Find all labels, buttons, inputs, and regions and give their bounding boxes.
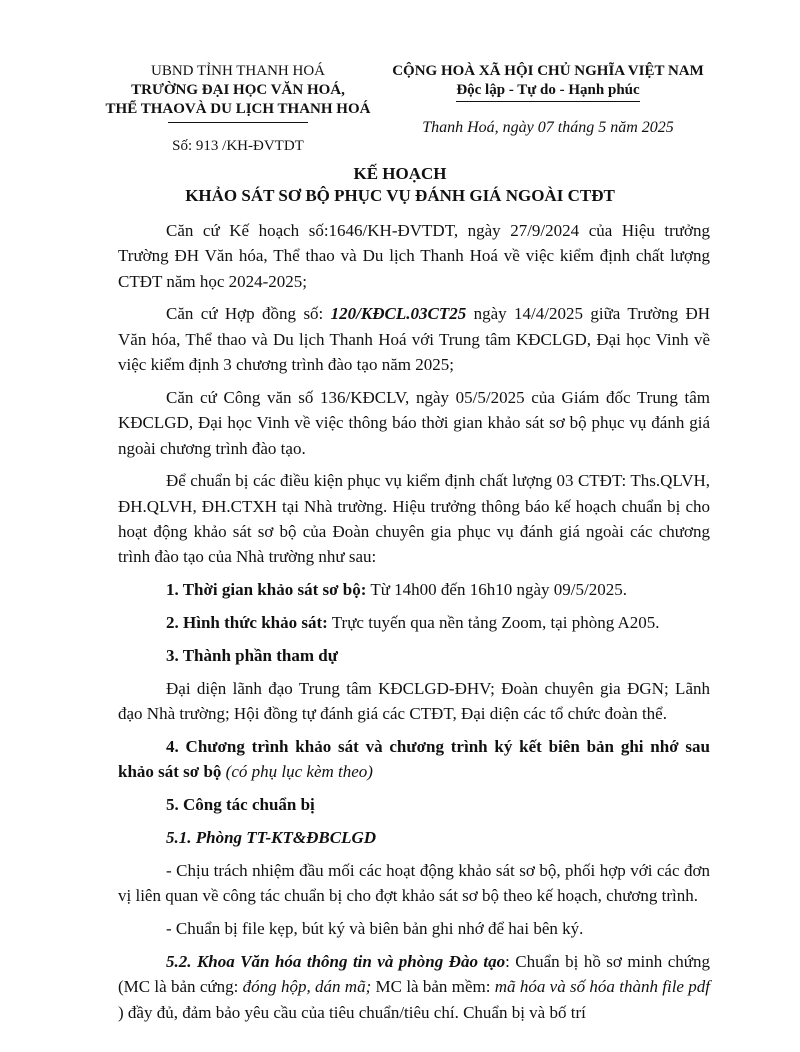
paragraph-basis-1: Căn cứ Kế hoạch số:1646/KH-ĐVTDT, ngày 27/9/2024 của Hiệu trưởng Trường ĐH Văn hóa, Thể thao và Du lịch Thanh Hoá về việc kiểm định chất lượng CTĐT năm học 2024-2025;: [118, 221, 710, 291]
text-span: MC là bản mềm:: [371, 977, 495, 997]
section-1: [118, 577, 710, 602]
paragraph-basis-2: [118, 301, 710, 377]
section-2-heading: 2. Hình thức khảo sát:: [166, 613, 328, 633]
text-span: ) đầy đủ, đảm bảo yêu cầu của tiêu chuẩn/tiêu chí. Chuẩn bị và bố trí: [118, 1002, 586, 1022]
issuing-agency-header: [88, 62, 388, 156]
section-4-heading: 4. Chương trình khảo sát và chương trình ký kết biên bản ghi nhớ sau khảo sát sơ bộ: [118, 737, 710, 782]
title-line2: KHẢO SÁT SƠ BỘ PHỤC VỤ ĐÁNH GIÁ NGOÀI CTĐT: [185, 186, 615, 205]
section-1-text: Từ 14h00 đến 16h10 ngày 09/5/2025.: [366, 580, 627, 600]
section-5-1-text-2: - Chuẩn bị file kẹp, bút ký và biên bản ghi nhớ để hai bên ký.: [166, 919, 584, 939]
document-title: [100, 163, 700, 207]
national-title: CỘNG HOÀ XÃ HỘI CHỦ NGHĨA VIỆT NAM: [392, 63, 704, 79]
section-1-heading: 1. Thời gian khảo sát sơ bộ:: [166, 580, 367, 600]
section-2: [118, 610, 710, 635]
section-4-note: (có phụ lục kèm theo): [221, 762, 373, 782]
text-span: Căn cứ Hợp đồng số:: [166, 304, 331, 324]
university-name-line2: THỂ THAOVÀ DU LỊCH THANH HOÁ: [105, 101, 371, 117]
section-3-heading: 3. Thành phần tham dự: [166, 646, 338, 666]
section-5-2: [118, 949, 710, 1025]
document-body: [118, 218, 710, 1033]
title-line1: KẾ HOẠCH: [353, 164, 447, 183]
text-span-italic: đóng hộp, dán mã;: [242, 977, 372, 997]
national-header: [378, 62, 718, 137]
paragraph-basis-3: Căn cứ Công văn số 136/KĐCLV, ngày 05/5/2025 của Giám đốc Trung tâm KĐCLGD, Đại học Vinh về việc thông báo thời gian khảo sát sơ bộ phục vụ đánh giá ngoài chương trình đào tạo.: [118, 387, 710, 458]
place-date: Thanh Hoá, ngày 07 tháng 5 năm 2025: [422, 119, 674, 136]
section-5-2-heading: 5.2. Khoa Văn hóa thông tin và phòng Đào tạo: [166, 952, 506, 972]
section-5-heading: 5. Công tác chuẩn bị: [166, 795, 315, 815]
text-span: : Chuẩn bị hồ sơ minh chứng (MC là bản cứng:: [118, 952, 710, 997]
section-2-text: Trực tuyến qua nền tảng Zoom, tại phòng A205.: [327, 613, 660, 633]
text-span-italic: mã hóa và số hóa thành file pdf: [494, 977, 710, 997]
contract-number: 120/KĐCL.03CT25: [330, 304, 467, 324]
section-5-1-text-1: - Chịu trách nhiệm đầu mối các hoạt động khảo sát sơ bộ, phối hợp với các đơn vị liên quan về công tác chuẩn bị cho đợt khảo sát sơ bộ theo kế hoạch, chương trình.: [118, 861, 710, 906]
provincial-committee: UBND TỈNH THANH HOÁ: [150, 63, 326, 79]
section-4: [118, 734, 710, 785]
section-3-text: Đại diện lãnh đạo Trung tâm KĐCLGD-ĐHV; Đoàn chuyên gia ĐGN; Lãnh đạo Nhà trường; Hội đồng tự đánh giá các CTĐT, Đại diện các tổ chức đoàn thể.: [118, 678, 710, 724]
national-motto: Độc lập - Tự do - Hạnh phúc: [456, 81, 639, 102]
document-number: Số: 913 /KH-ĐVTDT: [172, 138, 304, 154]
university-name-line1: TRƯỜNG ĐẠI HỌC VĂN HOÁ,: [131, 82, 345, 98]
text-span: ngày 14/4/2025 giữa Trường ĐH Văn hóa, Thể thao và Du lịch Thanh Hoá với Trung tâm KĐCLGD, Đại học Vinh về việc kiểm định 3 chương trình đào tạo năm 2025;: [118, 304, 711, 375]
section-5-1-heading: 5.1. Phòng TT-KT&ĐBCLGD: [166, 828, 377, 848]
paragraph-intro: Để chuẩn bị các điều kiện phục vụ kiểm định chất lượng 03 CTĐT: Ths.QLVH, ĐH.QLVH, ĐH.CTXH tại Nhà trường. Hiệu trưởng thông báo kế hoạch chuẩn bị cho hoạt động khảo sát sơ bộ của Đoàn chuyên gia phục vụ đánh giá ngoài các chương trình đào tạo của Nhà trường như sau:: [118, 471, 710, 567]
header-underline: [168, 122, 308, 123]
